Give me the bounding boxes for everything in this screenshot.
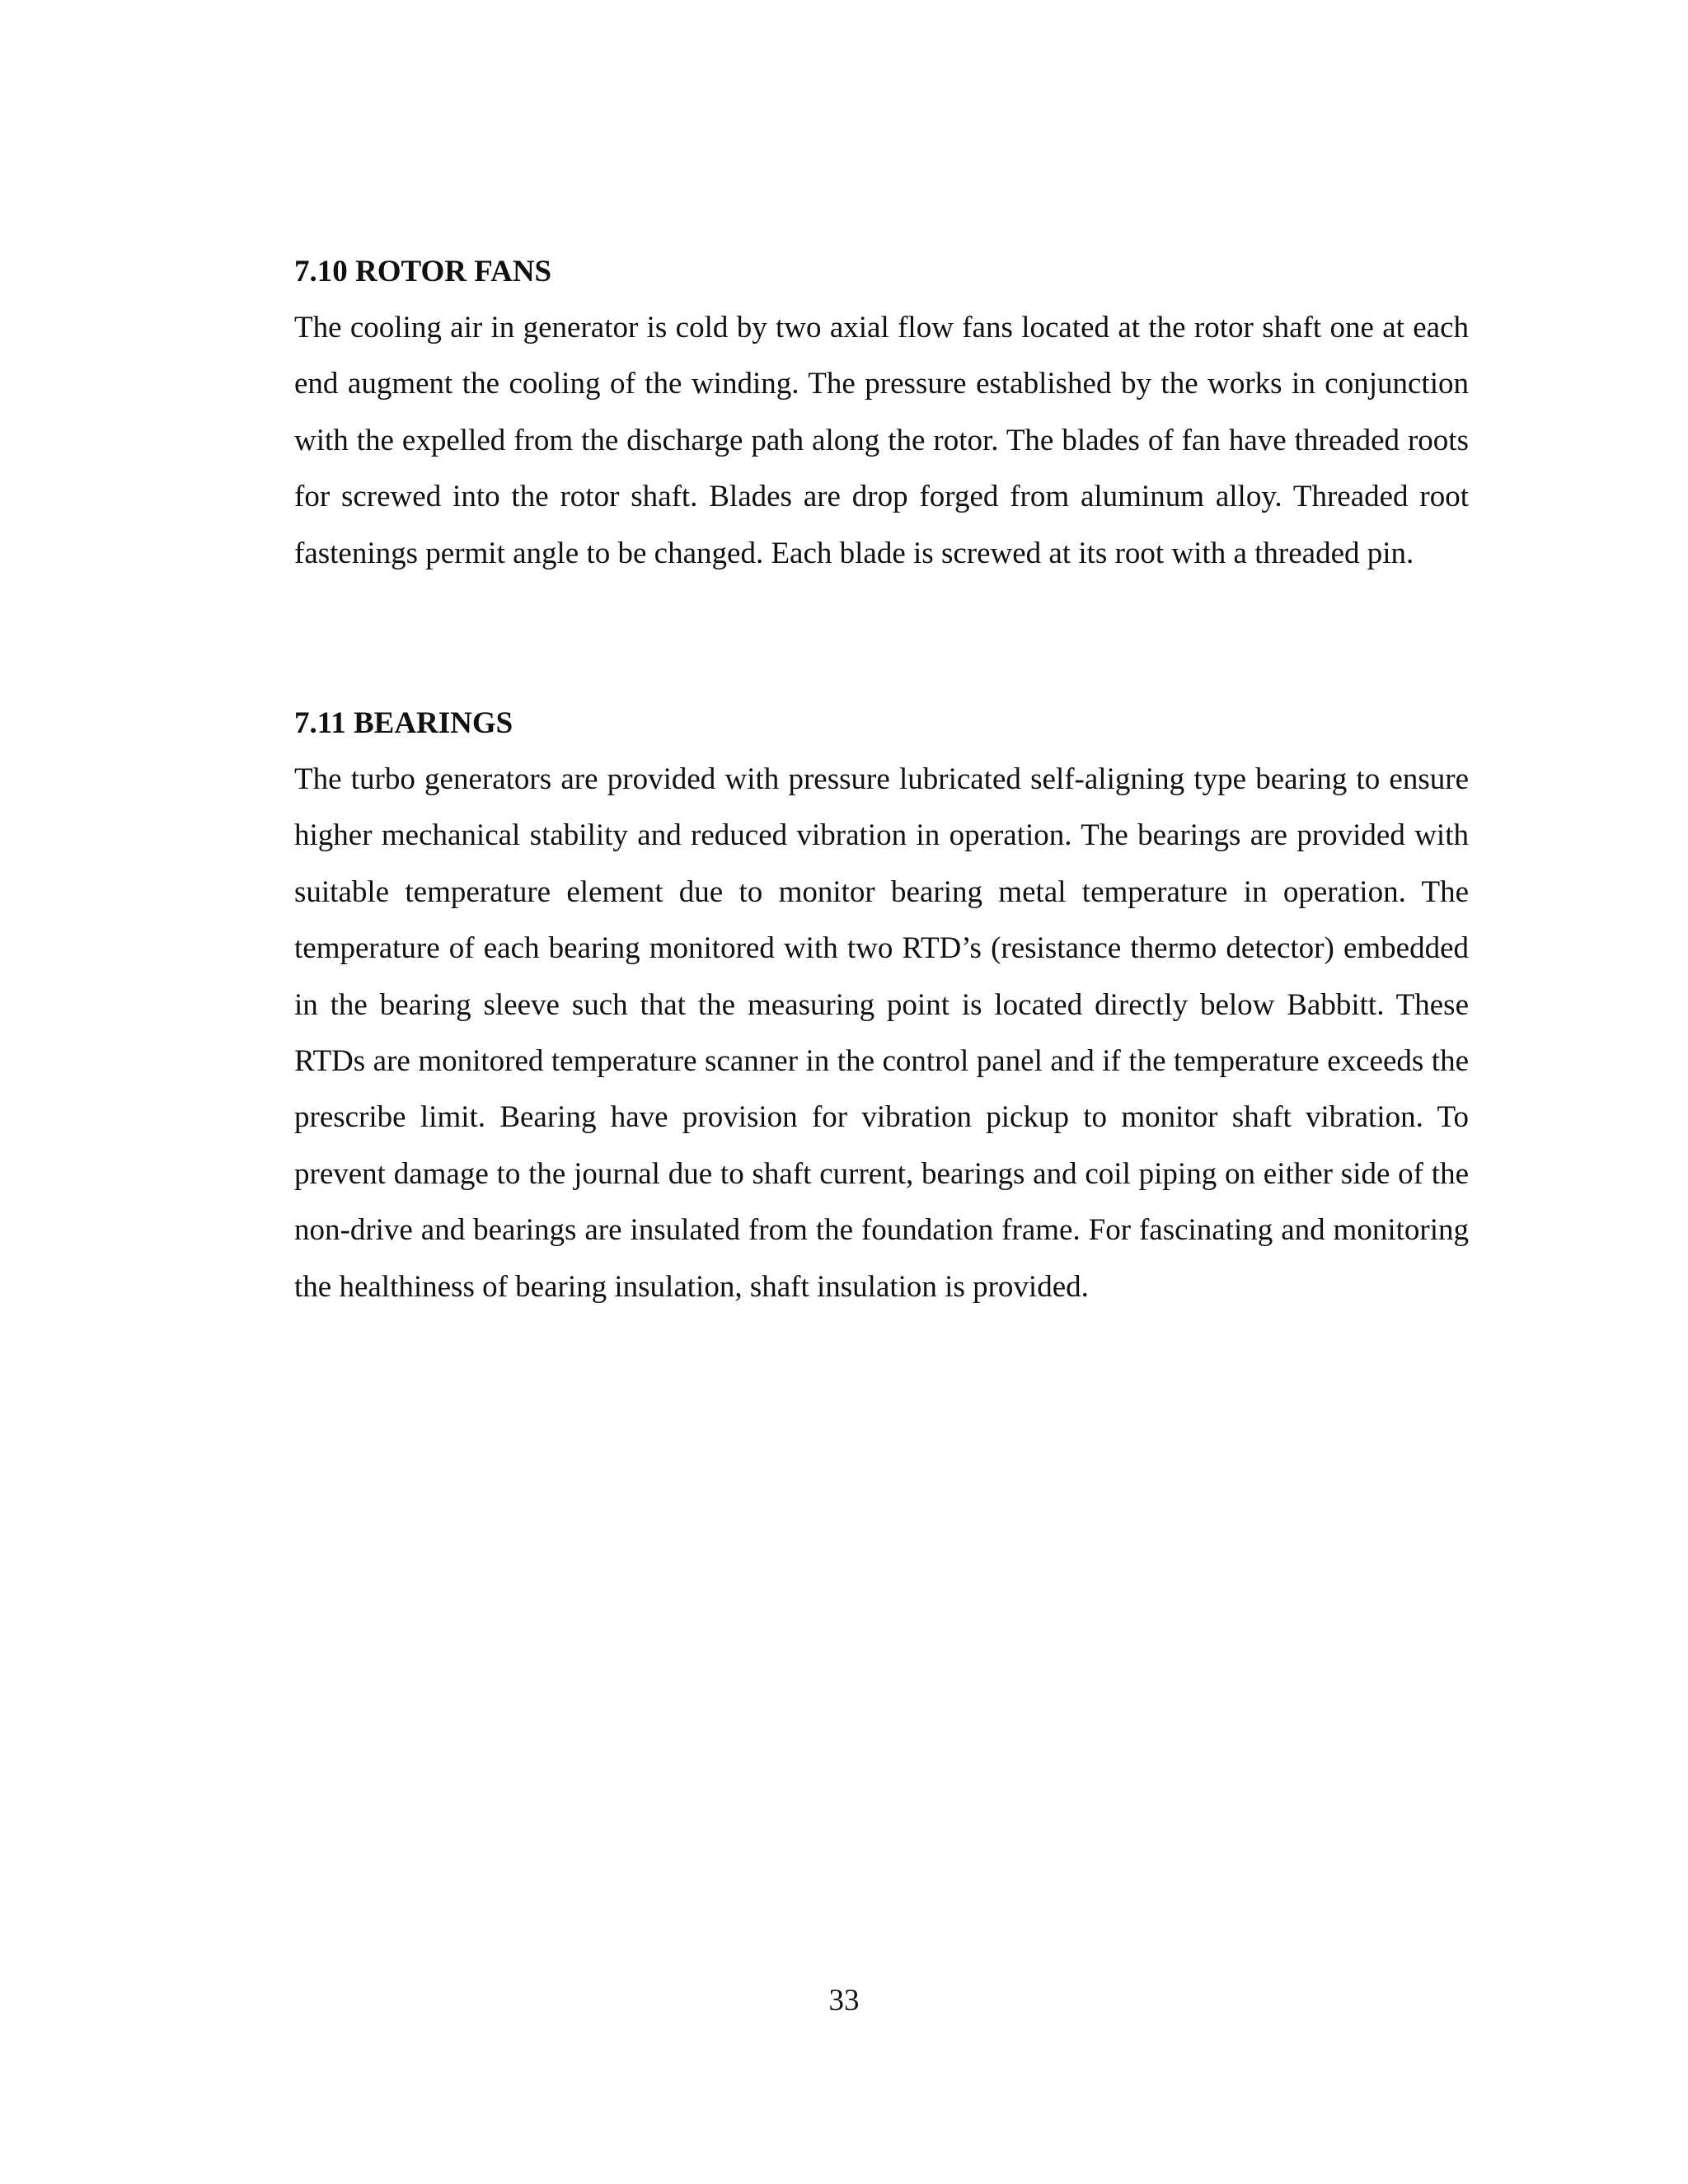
section-heading: 7.10 ROTOR FANS xyxy=(294,255,552,288)
page-number: 33 xyxy=(828,1984,860,2018)
section-paragraph: The cooling air in generator is cold by two axial flow fans located at the rotor shaft one at each end augment the cooling of the winding. The pressure established by the works in conjunction with the expelled from the discharge path along the rotor. The blades of fan have threaded roots for screwed into the rotor shaft. Blades are drop forged from aluminum alloy. Threaded root fastenings permit angle to be changed. Each blade is screwed at its root with a threaded pin. xyxy=(294,311,1469,570)
section-heading: 7.11 BEARINGS xyxy=(294,706,513,740)
section-bearings xyxy=(294,699,1469,1315)
section-paragraph: The turbo generators are provided with pressure lubricated self-aligning type bearing to ensure higher mechanical stability and reduced vibration in operation. The bearings are provided with suitable temperature element due to monitor bearing metal temperature in operation. The temperature of each bearing monitored with two RTD’s (resistance thermo detector) embedded in the bearing sleeve such that the measuring point is located directly below Babbitt. These RTDs are monitored temperature scanner in the control panel and if the temperature exceeds the prescribe limit. Bearing have provision for vibration pickup to monitor shaft vibration. To prevent damage to the journal due to shaft current, bearings and coil piping on either side of the non-drive and bearings are insulated from the foundation frame. For fascinating and monitoring the healthiness of bearing insulation, shaft insulation is provided. xyxy=(294,762,1469,1304)
section-rotor-fans xyxy=(294,247,1469,582)
